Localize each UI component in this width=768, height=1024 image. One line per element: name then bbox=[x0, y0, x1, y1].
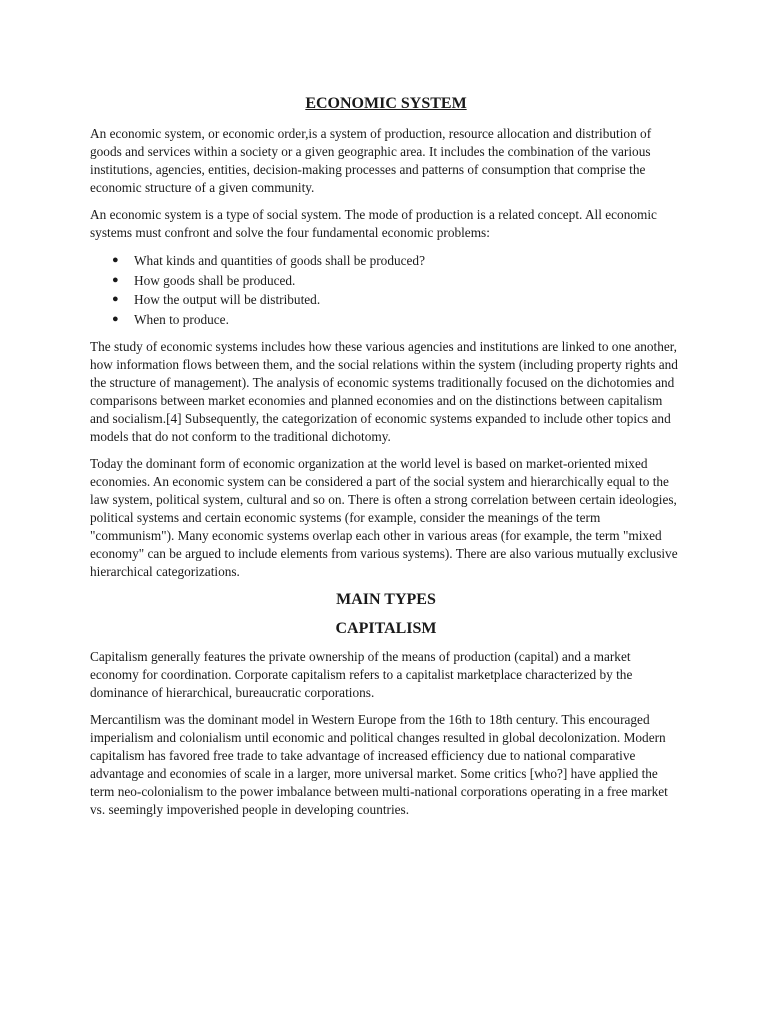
economic-problems-list bbox=[90, 251, 682, 329]
list-item-text: When to produce. bbox=[134, 311, 229, 327]
document-title: ECONOMIC SYSTEM bbox=[305, 95, 467, 112]
bullet-icon: ● bbox=[112, 312, 119, 325]
main-types-heading: MAIN TYPES bbox=[336, 591, 436, 608]
list-item bbox=[112, 310, 682, 330]
list-item-text: How goods shall be produced. bbox=[134, 272, 296, 288]
capitalism-paragraph-2: Mercantilism was the dominant model in Western Europe from the 16th to 18th century. This encouraged imperialism and colonialism until economic and political changes resulted in global decolonization. Modern capitalism has favored free trade to take advantage of increased efficiency due to national comparative advantage and economies of scale in a larger, more universal market. Some critics [who?] have applied the term neo-colonialism to the power imbalance between multi-national corporations operating in a free market vs. seemingly impoverished people in developing countries. bbox=[90, 712, 668, 817]
intro-paragraph-2: An economic system is a type of social system. The mode of production is a related concept. All economic systems must confront and solve the four fundamental economic problems: bbox=[90, 207, 657, 240]
list-item-text: What kinds and quantities of goods shall be produced? bbox=[134, 253, 425, 268]
list-item bbox=[112, 290, 682, 310]
intro-paragraph-1: An economic system, or economic order,is a system of production, resource allocation and distribution of goods and services within a society or a given geographic area. It includes the combination of the various institutions, agencies, entities, decision-making processes and patterns of consumption that comprise the economic structure of a given community. bbox=[90, 126, 652, 195]
list-item-text: How the output will be distributed. bbox=[134, 292, 321, 307]
body-paragraph-1: The study of economic systems includes how these various agencies and institutions are linked to one another, how information flows between them, and the social relations within the system (including property rights and the structure of management). The analysis of economic systems traditionally focused on the dichotomies and comparisons between market economies and planned economies and on the distinctions between capitalism and socialism.[4] Subsequently, the categorization of economic systems expanded to include other topics and models that do not conform to the traditional dichotomy. bbox=[90, 339, 678, 444]
body-paragraph-2: Today the dominant form of economic organization at the world level is based on market-oriented mixed economies. An economic system can be considered a part of the social system and hierarchically equal to the law system, political system, cultural and so on. There is often a strong correlation between certain ideologies, political systems and certain economic systems (for example, consider the meanings of the term "communism"). Many economic systems overlap each other in various areas (for example, the term "mixed economy" can be argued to include elements from various systems). There are also various mutually exclusive hierarchical categorizations. bbox=[90, 456, 678, 579]
bullet-icon: ● bbox=[112, 254, 119, 266]
capitalism-paragraph-1: Capitalism generally features the private ownership of the means of production (capital) and a market economy for coordination. Corporate capitalism refers to a capitalist marketplace characterized by the dominance of hierarchical, bureaucratic corporations. bbox=[90, 649, 633, 700]
list-item bbox=[112, 251, 682, 271]
bullet-icon: ● bbox=[112, 273, 119, 286]
capitalism-heading: CAPITALISM bbox=[335, 620, 437, 637]
list-item bbox=[112, 271, 682, 291]
bullet-icon: ● bbox=[112, 293, 119, 305]
